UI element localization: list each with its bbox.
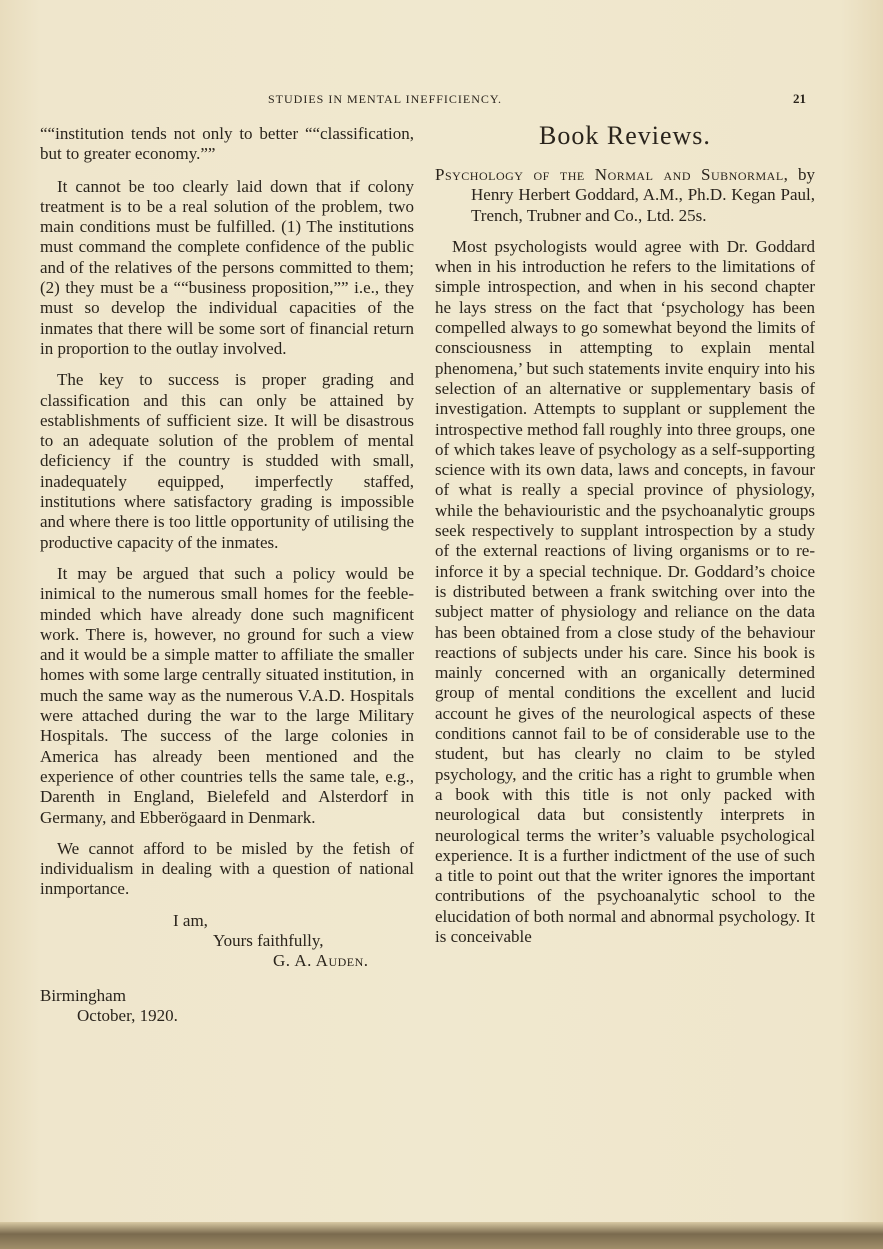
letter-signoff — [40, 911, 414, 972]
signoff-author: G. A. Auden. — [273, 951, 369, 971]
section-title: Book Reviews. — [539, 121, 711, 150]
signoff-yours-faithfully: Yours faithfully, — [213, 930, 324, 950]
page-edge-shadow — [0, 1222, 883, 1249]
letter-date: October, 1920. — [77, 1005, 178, 1025]
paragraph-grading: The key to success is proper grading and classification and this can only be attained by establishments of sufficient size. It will be disastrous to an adequate solution of the problem of mental deficiency if the country is studded with small, inadequately equipped, imperfectly staffed, institutions where satisfactory grading is impossible and where there is too little opportunity of utilising the productive capacity of the inmates. — [40, 370, 414, 552]
paragraph-colony-treatment: It cannot be too clearly laid down that if colony treatment is to be a real solution of the problem, two main conditions must be fulfilled. (1) The institutions must command the complete confidence of the public and of the relatives of the persons committed to them; (2) they must be a ““business proposition,”” i.e., they must so develop the individual capacities of the inmates that there will be some sort of financial return in proportion to the outlay involved. — [40, 176, 414, 358]
letter-place: Birmingham — [40, 985, 126, 1005]
quote-continuation: ““institution tends not only to better ““classification, but to greater economy.”” — [40, 124, 414, 164]
review-heading — [435, 165, 815, 226]
review-book-title: Psychology of the Normal and Subnormal, — [435, 165, 789, 184]
left-column — [40, 124, 414, 1026]
signoff-i-am: I am, — [173, 910, 208, 930]
paragraph-individualism: We cannot afford to be misled by the fetish of individualism in dealing with a question of national inmportance. — [40, 838, 414, 899]
paragraph-policy: It may be argued that such a policy would be inimical to the numerous small homes for the feeble-minded which have already done such magnificent work. There is, however, no ground for such a view and it would be a simple matter to affiliate the smaller homes with some large centrally situated institution, in much the same way as the numerous V.A.D. Hospitals were attached during the war to the large Military Hospitals. The success of the large colonies in America has already been mentioned and the experience of other countries tells the same tale, e.g., Darenth in England, Bielefeld and Alsterdorf in Germany, and Ebberögaard in Denmark. — [40, 563, 414, 827]
letter-place-date — [40, 986, 414, 1027]
review-book-details: by Henry Herbert Goddard, A.M., Ph.D. Kegan Paul, Trench, Trubner and Co., Ltd. 25s. — [471, 165, 815, 225]
page-number: 21 — [793, 91, 806, 106]
right-column — [435, 121, 815, 958]
review-body: Most psychologists would agree with Dr. Goddard when in his introduction he refers to the limitations of simple introspection, and when in his second chapter he lays stress on the fact that ‘psychology has been compelled always to go somewhat beyond the limits of consciousness in attempting to explain mental phenomena,’ but such statements invite enquiry into his selection of an alternative or supplementary basis of investigation. Attempts to supplant or supplement the introspective method fall roughly into three groups, one of which takes leave of psychology as a self-supporting science with its own data, laws and concepts, in favour of what is really a special province of physiology, while the behaviouristic and the psychoanalytic groups seek respectively to supplant introspection by a study of the external reactions of living organisms or to re-inforce it by a special technique. Dr. Goddard’s choice is distributed between a frank switching over into the subject matter of physiology and reliance on the data has been obtained from a close study of the behaviour reactions of subjects under his care. Since his book is mainly concerned with an organically determined group of mental conditions the excellent and lucid account he gives of the neurological aspects of these conditions cannot fail to be of considerable use to the student, but has clearly no claim to be styled psychology, and the critic has a right to grumble when a book with this title is not only packed with neurological data but consistently interprets in neurological terms the writer’s valuable psychological experience. It is a further indictment of the use of such a title to point out that the writer ignores the important contributions of the psychoanalytic school to the elucidation of both normal and abnormal psychology. It is conceivable — [435, 236, 815, 946]
running-header: STUDIES IN MENTAL INEFFICIENCY. — [268, 92, 503, 106]
